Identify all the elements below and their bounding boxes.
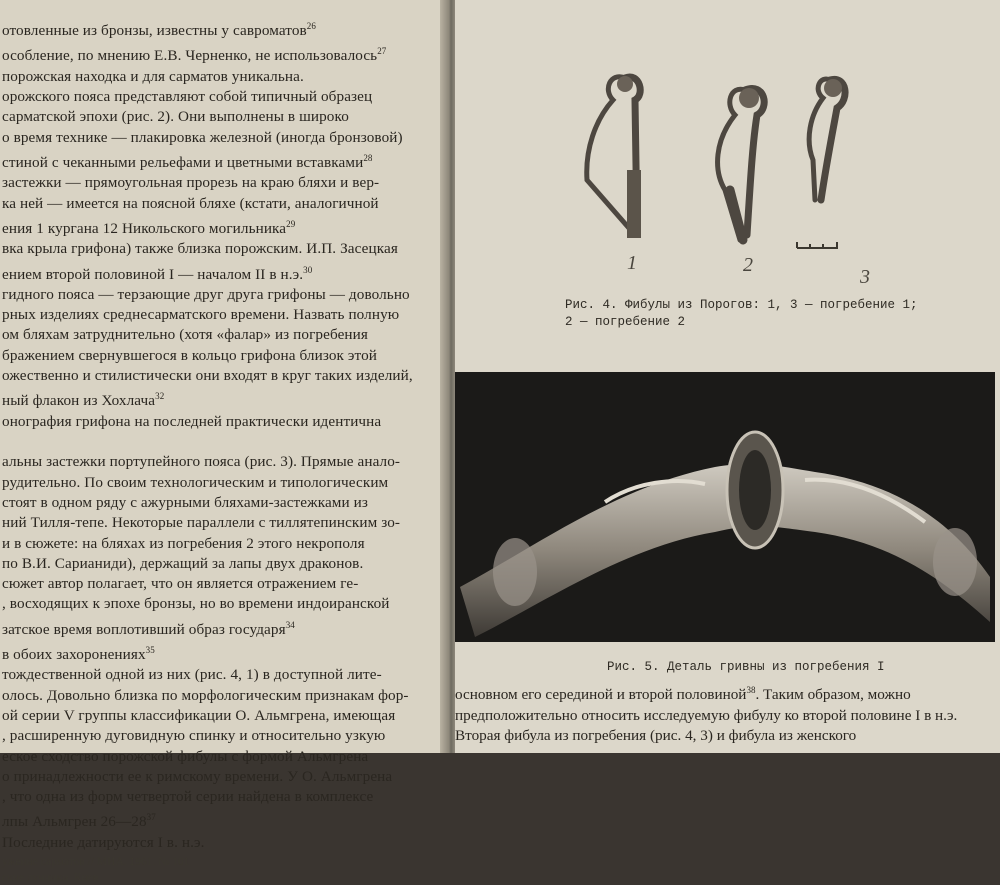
left-page-text — [2, 16, 442, 885]
text-line: ка ней — имеется на поясной бляхе (кстати, аналогичной — [2, 194, 379, 212]
figure-5-caption: Рис. 5. Деталь гривны из погребения I — [607, 660, 885, 674]
left-page — [0, 0, 446, 885]
fibula-2-drawing — [718, 88, 765, 240]
footnote-ref: 35 — [145, 645, 155, 656]
text-line: ением второй половиной I — началом II в н.э.$^{30}$ — [2, 264, 313, 283]
figure-4-fibulae — [565, 60, 885, 290]
footnote-ref: 34 — [285, 619, 295, 630]
text-line: основном его серединой и второй половиной$^{38}$. Таким образом, можно — [455, 685, 911, 704]
text-line: предположительно относить исследуемую фибулу ко второй половине I в н.э. — [455, 706, 958, 724]
text-line: ения 1 кургана 12 Никольского могильника$^{29}$ — [2, 218, 296, 237]
text-line: ний Тилля-тепе. Некоторые параллели с тиллятепинским зо- — [2, 514, 401, 532]
text-line: о принадлежности ее к римскому времени. У О. Альмгрена — [2, 767, 393, 785]
footnote-ref: 32 — [155, 391, 165, 402]
text-line: стоят в одном ряду с ажурными бляхами-застежками из — [2, 493, 368, 511]
text-line: сарматской эпохи (рис. 2). Они выполнены в широко — [2, 108, 349, 126]
text-line: вка крыла грифона) также близка порожским. И.П. Засецкая — [2, 240, 398, 258]
figure-4-caption — [565, 297, 985, 331]
text-line: в обоих захоронениях$^{35}$ — [2, 645, 155, 664]
text-line: затское время воплотивший образ государя$^{34}$ — [2, 619, 295, 638]
figure-4-caption-line-2: 2 — погребение 2 — [565, 315, 686, 329]
text-line: застежки — прямоугольная прорезь на краю бляхи и вер- — [2, 174, 380, 192]
text-line: о время технике — плакировка железной (иногда бронзовой) — [2, 128, 403, 146]
figure-4-caption-line-1: Рис. 4. Фибулы из Порогов: 1, 3 — погребение 1; — [565, 298, 918, 312]
text-line: отовленные из бронзы, известны у савроматов$^{26}$ — [2, 21, 316, 40]
fig4-label-3: 3 — [860, 266, 870, 288]
text-line: сюжет автор полагает, что он является отражением ге- — [2, 575, 359, 593]
fig4-label-2: 2 — [743, 254, 753, 276]
text-line: ой серии V группы классификации О. Альмгрена, имеющая — [2, 707, 396, 724]
text-line: орожского пояса представляют собой типичный образец — [2, 88, 373, 106]
text-line — [2, 432, 442, 452]
figure-5-torque-photo — [455, 372, 995, 642]
right-page-text — [455, 680, 1000, 747]
text-line: гидного пояса — терзающие друг друга грифоны — довольно — [2, 285, 410, 303]
text-line: лпы Альмгрен $26—28^{37}$ — [2, 812, 156, 831]
scale-bar — [797, 242, 837, 248]
fig4-label-1: 1 — [627, 252, 637, 274]
fibula-3-drawing — [809, 79, 845, 200]
text-line: и в сюжете: на бляхах из погребения 2 этого некрополя — [2, 534, 365, 552]
text-line: особление, по мнению Е.В. Черненко, не использовалось$^{27}$ — [2, 46, 387, 65]
text-line: ожественно и стилистически они входят в круг таких изделий, — [2, 367, 413, 385]
footnote-ref: 26 — [306, 21, 316, 31]
text-line: олось. Довольно близка по морфологическим признакам фор- — [2, 686, 409, 704]
text-line: бражением свернувшегося в кольцо грифона близок этой — [2, 346, 377, 364]
right-page — [455, 0, 1000, 753]
text-line: еское сходство порожской фибулы с формой Альмгрена — [2, 747, 369, 765]
text-line: ом бляхам затруднительно (хотя «фалар» из погребения — [2, 326, 368, 344]
text-line: по В.И. Сарианиди), держащий за лапы двух драконов. — [2, 554, 364, 572]
text-line: , что одна из форм четвертой серии найдена в комплексе — [2, 788, 374, 806]
text-line: стиной с чеканными рельефами и цветными вставками$^{28}$ — [2, 152, 373, 171]
page-footnote: ские лучники. Киев — [2, 872, 99, 885]
footnote-ref: 37 — [146, 812, 156, 823]
text-line: альны застежки портупейного пояса (рис. 3). Прямые анало- — [2, 453, 401, 471]
text-line: Вторая фибула из погребения (рис. 4, 3) и фибула из женского — [455, 727, 857, 745]
text-line: рных изделиях среднесарматского времени. Назвать полную — [2, 306, 400, 324]
text-line: , расширенную дуговидную спинку и относительно узкую — [2, 727, 386, 745]
text-line: онография грифона на последней практически идентична — [2, 412, 382, 430]
text-line: тождественной одной из них (рис. 4, 1) в доступной лите- — [2, 666, 382, 684]
text-line: ный флакон из Хохлача$^{32}$ — [2, 391, 165, 410]
text-line: порожская находка и для сарматов уникальна. — [2, 67, 304, 85]
text-line: , восходящих к эпохе бронзы, но во времени индоиранской — [2, 595, 390, 613]
text-line: Последние датируются I в. н.э. — [2, 833, 205, 851]
fibula-1-drawing — [587, 76, 641, 238]
footnote-ref: 27 — [377, 46, 387, 57]
text-line: рудительно. По своим технологическим и типологическим — [2, 473, 389, 491]
footnote-ref: 29 — [286, 218, 296, 229]
page-footnote: ужение сарматов // МИА. 1961. № 101 — [2, 856, 190, 869]
footnote-ref: 30 — [303, 264, 313, 275]
footnote-ref: 28 — [363, 152, 373, 163]
